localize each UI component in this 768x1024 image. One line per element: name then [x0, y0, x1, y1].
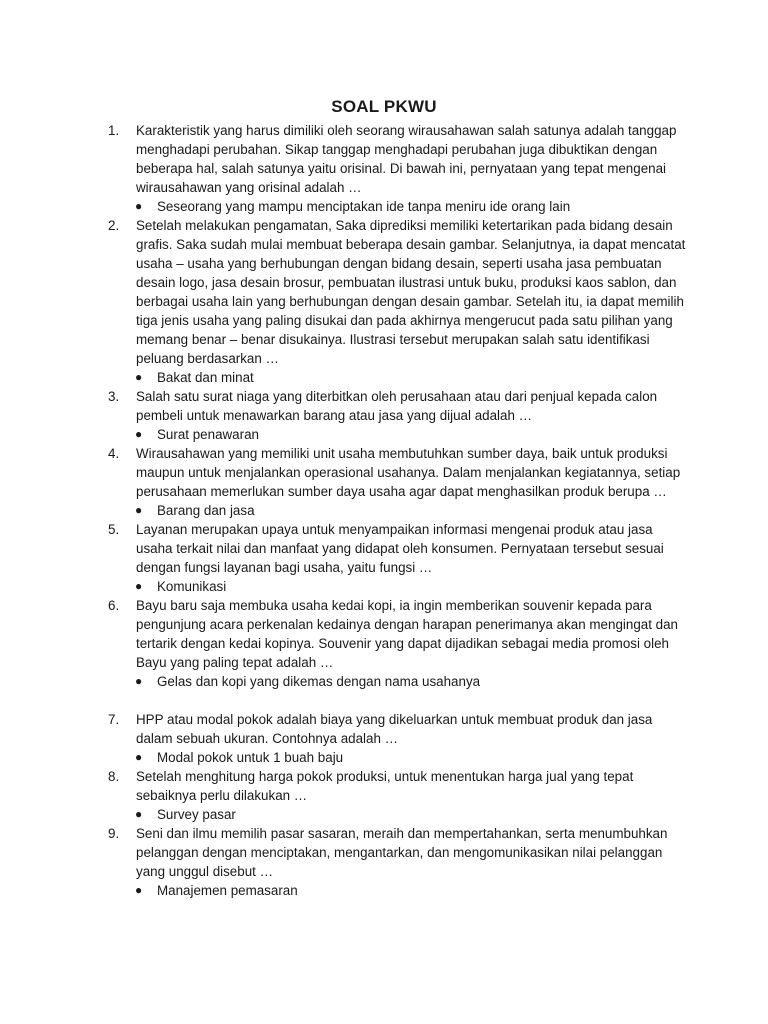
bullet-icon: ●	[135, 883, 143, 897]
question-text: Setelah melakukan pengamatan, Saka diprediksi memiliki ketertarikan pada bidang desain grafis. Saka sudah mulai membuat beberapa desain gambar. Selanjutnya, ia dapat mencatat usaha – usaha yang berhubungan dengan bidang desain, seperti usaha jasa pembuatan desain logo, jasa desain brosur, pembuatan ilustrasi untuk buku, produksi kaos sablon, dan berbagai usaha lain yang berhubungan dengan desain gambar. Setelah itu, ia dapat memilih tiga jenis usaha yang paling disukai dan pada akhirnya mengerucut pada satu pilihan yang memang benar – benar disukainya. Ilustrasi tersebut merupakan salah satu identifikasi peluang berdasarkan …	[136, 218, 686, 366]
question-text: Seni dan ilmu memilih pasar sasaran, meraih dan mempertahankan, serta menumbuhkan pelanggan dengan menciptakan, mengantarkan, dan mengomunikasikan nilai pelanggan yang unggul disebut …	[136, 826, 668, 879]
question-item	[108, 710, 688, 767]
answer-text: Bakat dan minat	[157, 370, 254, 385]
answer-text: Surat penawaran	[157, 427, 259, 442]
question-number: 5.	[108, 522, 120, 537]
question-text: Wirausahawan yang memiliki unit usaha membutuhkan sumber daya, baik untuk produksi maupun untuk menjalankan operasional usahanya. Dalam menjalankan kegiatannya, setiap perusahaan memerlukan sumber daya usaha agar dapat menghasilkan produk berupa …	[136, 446, 681, 499]
question-text: Bayu baru saja membuka usaha kedai kopi, ia ingin memberikan souvenir kepada para pengunjung acara perkenalan kedainya dengan harapan penerimanya akan mengingat dan tertarik dengan kedai kopinya. Souvenir yang dapat dijadikan sebagai media promosi oleh Bayu yang paling tepat adalah …	[136, 598, 678, 670]
question-number: 9.	[108, 826, 120, 841]
answer-item	[135, 748, 688, 767]
question-item	[108, 387, 688, 444]
answer-text: Komunikasi	[157, 579, 227, 594]
answer-item	[135, 672, 688, 691]
answer-item	[135, 197, 688, 216]
answer-item	[135, 501, 688, 520]
question-text: Karakteristik yang harus dimiliki oleh seorang wirausahawan salah satunya adalah tanggap menghadapi perubahan. Sikap tanggap menghadapi perubahan juga dibuktikan dengan beberapa hal, salah satunya yaitu orisinal. Di bawah ini, pernyataan yang tepat mengenai wirausahawan yang orisinal adalah …	[136, 123, 677, 195]
bullet-icon: ●	[135, 199, 143, 213]
bullet-icon: ●	[135, 427, 143, 441]
question-item	[108, 444, 688, 520]
answer-text: Seseorang yang mampu menciptakan ide tanpa meniru ide orang lain	[157, 199, 571, 214]
answer-text: Manajemen pemasaran	[157, 883, 298, 898]
answer-text: Gelas dan kopi yang dikemas dengan nama usahanya	[157, 674, 481, 689]
bullet-icon: ●	[135, 750, 143, 764]
question-number: 1.	[108, 123, 120, 138]
question-item	[108, 767, 688, 824]
bullet-icon: ●	[135, 807, 143, 821]
blank-line	[136, 691, 688, 710]
answer-item	[135, 805, 688, 824]
page-title: SOAL PKWU	[331, 97, 437, 116]
bullet-icon: ●	[135, 674, 143, 688]
question-text: Salah satu surat niaga yang diterbitkan oleh perusahaan atau dari penjual kepada calon pembeli untuk menawarkan barang atau jasa yang dijual adalah …	[136, 389, 658, 423]
question-item	[108, 520, 688, 596]
answer-item	[135, 577, 688, 596]
question-number: 3.	[108, 389, 120, 404]
answer-item	[135, 881, 688, 900]
answer-text: Survey pasar	[157, 807, 236, 822]
question-number: 7.	[108, 712, 120, 727]
question-item	[108, 824, 688, 900]
answer-text: Modal pokok untuk 1 buah baju	[157, 750, 344, 765]
bullet-icon: ●	[135, 503, 143, 517]
question-text: HPP atau modal pokok adalah biaya yang dikeluarkan untuk membuat produk dan jasa dalam sebuah ukuran. Contohnya adalah …	[136, 712, 653, 746]
answer-item	[135, 368, 688, 387]
question-item	[108, 216, 688, 387]
answer-item	[135, 425, 688, 444]
bullet-icon: ●	[135, 579, 143, 593]
question-text: Setelah menghitung harga pokok produksi, untuk menentukan harga jual yang tepat sebaiknya perlu dilakukan …	[136, 769, 634, 803]
question-item	[108, 121, 688, 216]
question-number: 8.	[108, 769, 120, 784]
question-list	[108, 121, 688, 900]
question-item	[108, 596, 688, 710]
answer-text: Barang dan jasa	[157, 503, 255, 518]
question-number: 2.	[108, 218, 120, 233]
question-number: 4.	[108, 446, 120, 461]
question-text: Layanan merupakan upaya untuk menyampaikan informasi mengenai produk atau jasa usaha terkait nilai dan manfaat yang didapat oleh konsumen. Pernyataan tersebut sesuai dengan fungsi layanan bagi usaha, yaitu fungsi …	[136, 522, 664, 575]
question-number: 6.	[108, 598, 120, 613]
bullet-icon: ●	[135, 370, 143, 384]
